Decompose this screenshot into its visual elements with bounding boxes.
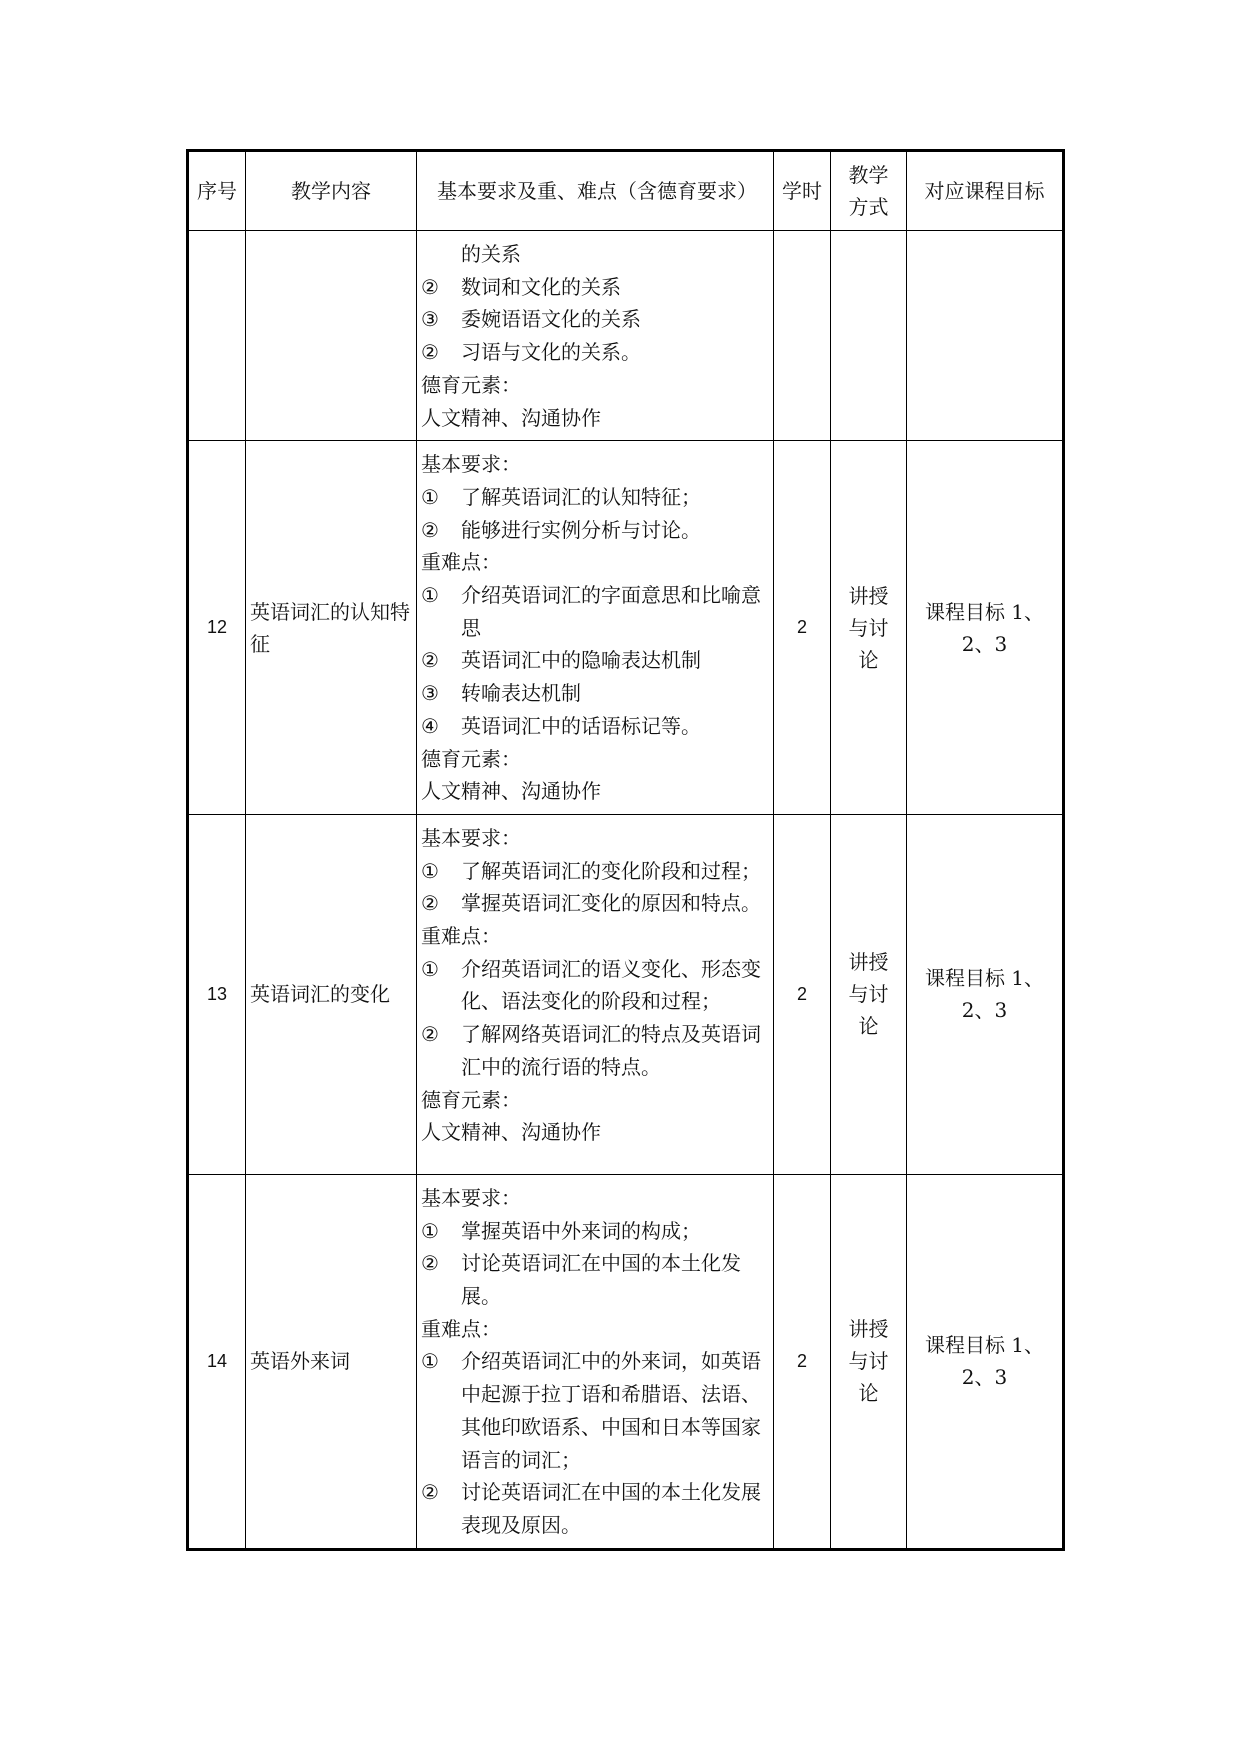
list-marker: ② xyxy=(421,340,439,365)
list-marker: ② xyxy=(421,517,439,542)
list-marker: ② xyxy=(421,1022,439,1047)
list-marker: ① xyxy=(421,1349,439,1374)
cell-num xyxy=(188,231,246,441)
list-item-text: 介绍英语词汇的字面意思和比喻意思 xyxy=(461,583,761,640)
header-row xyxy=(188,151,1064,231)
cell-method xyxy=(831,231,907,441)
list-marker: ② xyxy=(421,648,439,673)
cell-num: 14 xyxy=(188,1174,246,1549)
cell-method: 讲授与讨论 xyxy=(831,441,907,815)
cell-target xyxy=(907,231,1064,441)
table-row xyxy=(188,441,1064,815)
list-item xyxy=(421,1018,769,1083)
header-content: 教学内容 xyxy=(246,151,417,231)
cell-method: 讲授与讨论 xyxy=(831,1174,907,1549)
section-label: 人文精神、沟通协作 xyxy=(421,405,601,430)
section-label: 人文精神、沟通协作 xyxy=(421,779,601,804)
list-marker: ① xyxy=(421,484,439,509)
list-item-text: 掌握英语词汇变化的原因和特点。 xyxy=(461,891,761,916)
list-item xyxy=(421,1476,769,1541)
cell-content: 英语外来词 xyxy=(246,1174,417,1549)
list-item-text: 掌握英语中外来词的构成； xyxy=(461,1218,701,1243)
list-item xyxy=(421,1345,769,1476)
section-label: 基本要求： xyxy=(421,825,521,850)
list-marker: ① xyxy=(421,583,439,608)
list-item xyxy=(421,677,769,710)
list-item xyxy=(421,644,769,677)
section-label: 重难点： xyxy=(421,1316,501,1341)
cell-content: 英语词汇的变化 xyxy=(246,814,417,1174)
list-item xyxy=(421,953,769,1018)
table-row xyxy=(188,814,1064,1174)
list-item xyxy=(421,1247,769,1312)
list-marker: ② xyxy=(421,891,439,916)
section-label: 基本要求： xyxy=(421,1185,521,1210)
syllabus-table xyxy=(186,149,1065,1551)
header-method: 教学方式 xyxy=(831,151,907,231)
list-item xyxy=(421,336,769,369)
section-label: 德育元素： xyxy=(421,372,521,397)
list-item xyxy=(421,271,769,304)
list-item xyxy=(421,514,769,547)
list-item-text: 数词和文化的关系 xyxy=(461,274,621,299)
list-item xyxy=(421,481,769,514)
cell-hours: 2 xyxy=(774,441,831,815)
list-item-text: 介绍英语词汇的语义变化、形态变化、语法变化的阶段和过程； xyxy=(461,956,761,1014)
list-item xyxy=(421,579,769,644)
list-item-text: 讨论英语词汇在中国的本土化发展。 xyxy=(461,1251,741,1309)
list-item-text: 转喻表达机制 xyxy=(461,681,581,706)
list-marker: ① xyxy=(421,1218,439,1243)
header-hours: 学时 xyxy=(774,151,831,231)
list-marker: ③ xyxy=(421,307,439,332)
section-label: 德育元素： xyxy=(421,1087,521,1112)
list-marker: ② xyxy=(421,1480,439,1505)
cell-method: 讲授与讨论 xyxy=(831,814,907,1174)
list-marker: ④ xyxy=(421,713,439,738)
list-item-text: 讨论英语词汇在中国的本土化发展表现及原因。 xyxy=(461,1480,761,1537)
list-item-text: 能够进行实例分析与讨论。 xyxy=(461,517,701,542)
cell-content xyxy=(246,231,417,441)
list-item-text: 委婉语语文化的关系 xyxy=(461,307,641,332)
list-item xyxy=(421,887,769,920)
cell-requirements xyxy=(417,814,774,1174)
list-marker: ② xyxy=(421,1251,439,1276)
table-row-continued xyxy=(188,231,1064,441)
header-requirements: 基本要求及重、难点（含德育要求） xyxy=(417,151,774,231)
section-label: 人文精神、沟通协作 xyxy=(421,1120,601,1145)
cell-hours: 2 xyxy=(774,1174,831,1549)
section-label: 德育元素： xyxy=(421,746,521,771)
list-item-text: 了解英语词汇的变化阶段和过程； xyxy=(461,858,761,883)
cell-target: 课程目标 1、2、3 xyxy=(907,814,1064,1174)
list-item-text: 习语与文化的关系。 xyxy=(461,340,641,365)
section-label: 重难点： xyxy=(421,550,501,575)
list-item-text: 了解英语词汇的认知特征； xyxy=(461,484,701,509)
cell-hours: 2 xyxy=(774,814,831,1174)
cell-target: 课程目标 1、2、3 xyxy=(907,441,1064,815)
list-item-text: 介绍英语词汇中的外来词，如英语中起源于拉丁语和希腊语、法语、其他印欧语系、中国和日本等国家语言的词汇； xyxy=(461,1349,761,1472)
table-row xyxy=(188,1174,1064,1549)
list-item-text: 了解网络英语词汇的特点及英语词汇中的流行语的特点。 xyxy=(461,1022,761,1079)
cell-num: 13 xyxy=(188,814,246,1174)
header-num: 序号 xyxy=(188,151,246,231)
cell-target: 课程目标 1、2、3 xyxy=(907,1174,1064,1549)
list-item xyxy=(421,303,769,336)
continued-text: 的关系 xyxy=(461,242,521,266)
list-item-text: 英语词汇中的隐喻表达机制 xyxy=(461,648,701,673)
header-target: 对应课程目标 xyxy=(907,151,1064,231)
list-item xyxy=(421,710,769,743)
cell-content: 英语词汇的认知特征 xyxy=(246,441,417,815)
list-marker: ② xyxy=(421,274,439,299)
cell-num: 12 xyxy=(188,441,246,815)
section-label: 基本要求： xyxy=(421,452,521,477)
list-item xyxy=(421,855,769,888)
list-marker: ① xyxy=(421,858,439,883)
cell-requirements xyxy=(417,1174,774,1549)
list-marker: ③ xyxy=(421,681,439,706)
list-marker: ① xyxy=(421,956,439,981)
cell-requirements xyxy=(417,441,774,815)
cell-hours xyxy=(774,231,831,441)
cell-requirements xyxy=(417,231,774,441)
list-item xyxy=(421,1215,769,1248)
list-item-text: 英语词汇中的话语标记等。 xyxy=(461,713,701,738)
section-label: 重难点： xyxy=(421,924,501,949)
